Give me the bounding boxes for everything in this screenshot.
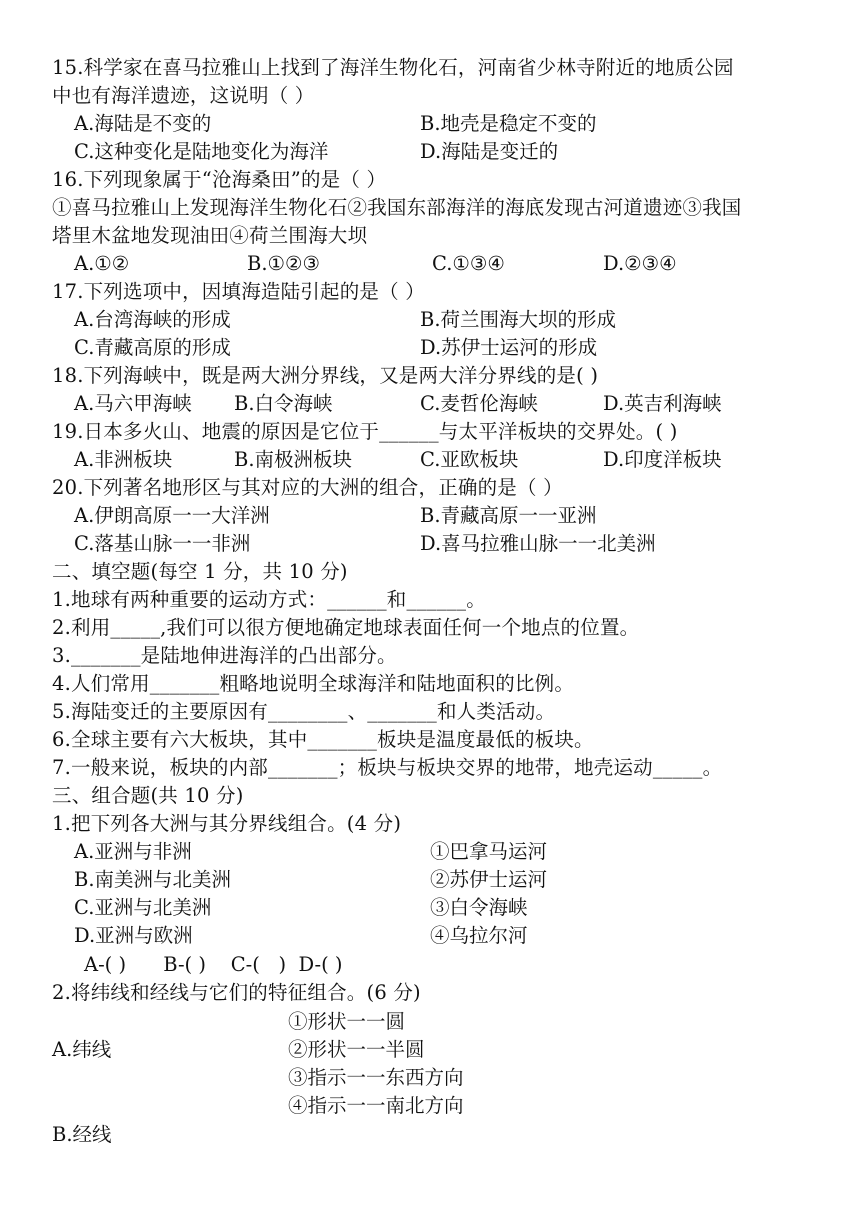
q19-option-b: B.南极洲板块	[234, 448, 353, 471]
q20-stem: 20.下列著名地形区与其对应的大洲的组合，正确的是（ ）	[52, 476, 563, 499]
q16-stem-line1: 16.下列现象属于“沧海桑田”的是（ ）	[52, 168, 387, 191]
q15-option-c: C.这种变化是陆地变化为海洋	[74, 140, 329, 163]
q20-option-c: C.落基山脉一一非洲	[74, 532, 251, 555]
q17-option-c: C.青藏高原的形成	[74, 336, 231, 359]
q15-stem-line1: 15.科学家在喜马拉雅山上找到了海洋生物化石，河南省少林寺附近的地质公园	[52, 56, 734, 79]
q20-option-d: D.喜马拉雅山脉一一北美洲	[420, 532, 656, 555]
match-q1-title: 1.把下列各大洲与其分界线组合。(4 分)	[52, 812, 402, 835]
fill-item-5: 5.海陆变迁的主要原因有________、_______和人类活动。	[52, 700, 556, 723]
q16-option-d: D.②③④	[603, 252, 677, 275]
q16-option-c: C.①③④	[432, 252, 505, 275]
q15-stem-line2: 中也有海洋遗迹，这说明（ ）	[52, 84, 315, 107]
match-q1-left-item: B.南美洲与北美洲	[74, 868, 232, 891]
q18-option-c: C.麦哲伦海峡	[420, 392, 538, 415]
q15-option-a: A.海陆是不变的	[74, 112, 212, 135]
q17-option-b: B.荷兰围海大坝的形成	[420, 308, 617, 331]
fill-item-6: 6.全球主要有六大板块，其中_______板块是温度最低的板块。	[52, 728, 594, 751]
q18-option-a: A.马六甲海峡	[74, 392, 192, 415]
fill-item-7: 7.一般来说，板块的内部_______；板块与板块交界的地带，地壳运动_____。	[52, 756, 723, 779]
q18-stem: 18.下列海峡中，既是两大洲分界线，又是两大洋分界线的是( )	[52, 364, 599, 387]
q16-option-a: A.①②	[74, 252, 130, 275]
q15-option-b: B.地壳是稳定不变的	[420, 112, 597, 135]
q19-option-d: D.印度洋板块	[603, 448, 722, 471]
q17-option-a: A.台湾海峡的形成	[74, 308, 231, 331]
match-q1-right-item: ③白令海峡	[430, 896, 528, 919]
section-heading-fill-in: 二、填空题(每空 1 分，共 10 分)	[52, 560, 348, 583]
q15-option-d: D.海陆是变迁的	[420, 140, 559, 163]
q18-option-b: B.白令海峡	[234, 392, 333, 415]
match-q2-item-a: A.纬线	[52, 1038, 112, 1061]
q20-option-a: A.伊朗高原一一大洋洲	[74, 504, 270, 527]
fill-item-3: 3._______是陆地伸进海洋的凸出部分。	[52, 644, 397, 667]
q19-stem: 19.日本多火山、地震的原因是它位于______与太平洋板块的交界处。( )	[52, 420, 678, 443]
match-q2-feature: ④指示一一南北方向	[288, 1094, 464, 1117]
fill-item-1: 1.地球有两种重要的运动方式：______和______。	[52, 588, 486, 611]
q18-option-d: D.英吉利海峡	[603, 392, 722, 415]
fill-item-4: 4.人们常用_______粗略地说明全球海洋和陆地面积的比例。	[52, 672, 575, 695]
match-q1-right-item: ②苏伊士运河	[430, 868, 548, 891]
q16-stem-line3: 塔里木盆地发现油田④荷兰围海大坝	[52, 224, 368, 247]
match-q1-left-item: C.亚洲与北美洲	[74, 896, 212, 919]
match-q1-left-item: D.亚洲与欧洲	[74, 924, 193, 947]
match-q2-item-b: B.经线	[52, 1123, 112, 1146]
q17-option-d: D.苏伊士运河的形成	[420, 336, 598, 359]
q16-stem-line2: ①喜马拉雅山上发现海洋生物化石②我国东部海洋的海底发现古河道遗迹③我国	[52, 196, 742, 219]
match-q2-title: 2.将纬线和经线与它们的特征组合。(6 分)	[52, 981, 421, 1004]
fill-item-2: 2.利用_____,我们可以很方便地确定地球表面任何一个地点的位置。	[52, 616, 640, 639]
match-q1-left-item: A.亚洲与非洲	[74, 840, 192, 863]
match-q2-feature: ②形状一一半圆	[288, 1038, 425, 1061]
match-q1-answer-line: A-( ) B-( ) C-( ) D-( )	[84, 953, 343, 976]
section-heading-matching: 三、组合题(共 10 分)	[52, 784, 244, 807]
match-q2-feature: ①形状一一圆	[288, 1010, 406, 1033]
match-q1-right-item: ①巴拿马运河	[430, 840, 548, 863]
q16-option-b: B.①②③	[247, 252, 320, 275]
match-q2-feature: ③指示一一东西方向	[288, 1066, 464, 1089]
q20-option-b: B.青藏高原一一亚洲	[420, 504, 597, 527]
q19-option-a: A.非洲板块	[74, 448, 173, 471]
match-q1-right-item: ④乌拉尔河	[430, 924, 528, 947]
q19-option-c: C.亚欧板块	[420, 448, 519, 471]
q17-stem: 17.下列选项中，因填海造陆引起的是（ ）	[52, 280, 425, 303]
